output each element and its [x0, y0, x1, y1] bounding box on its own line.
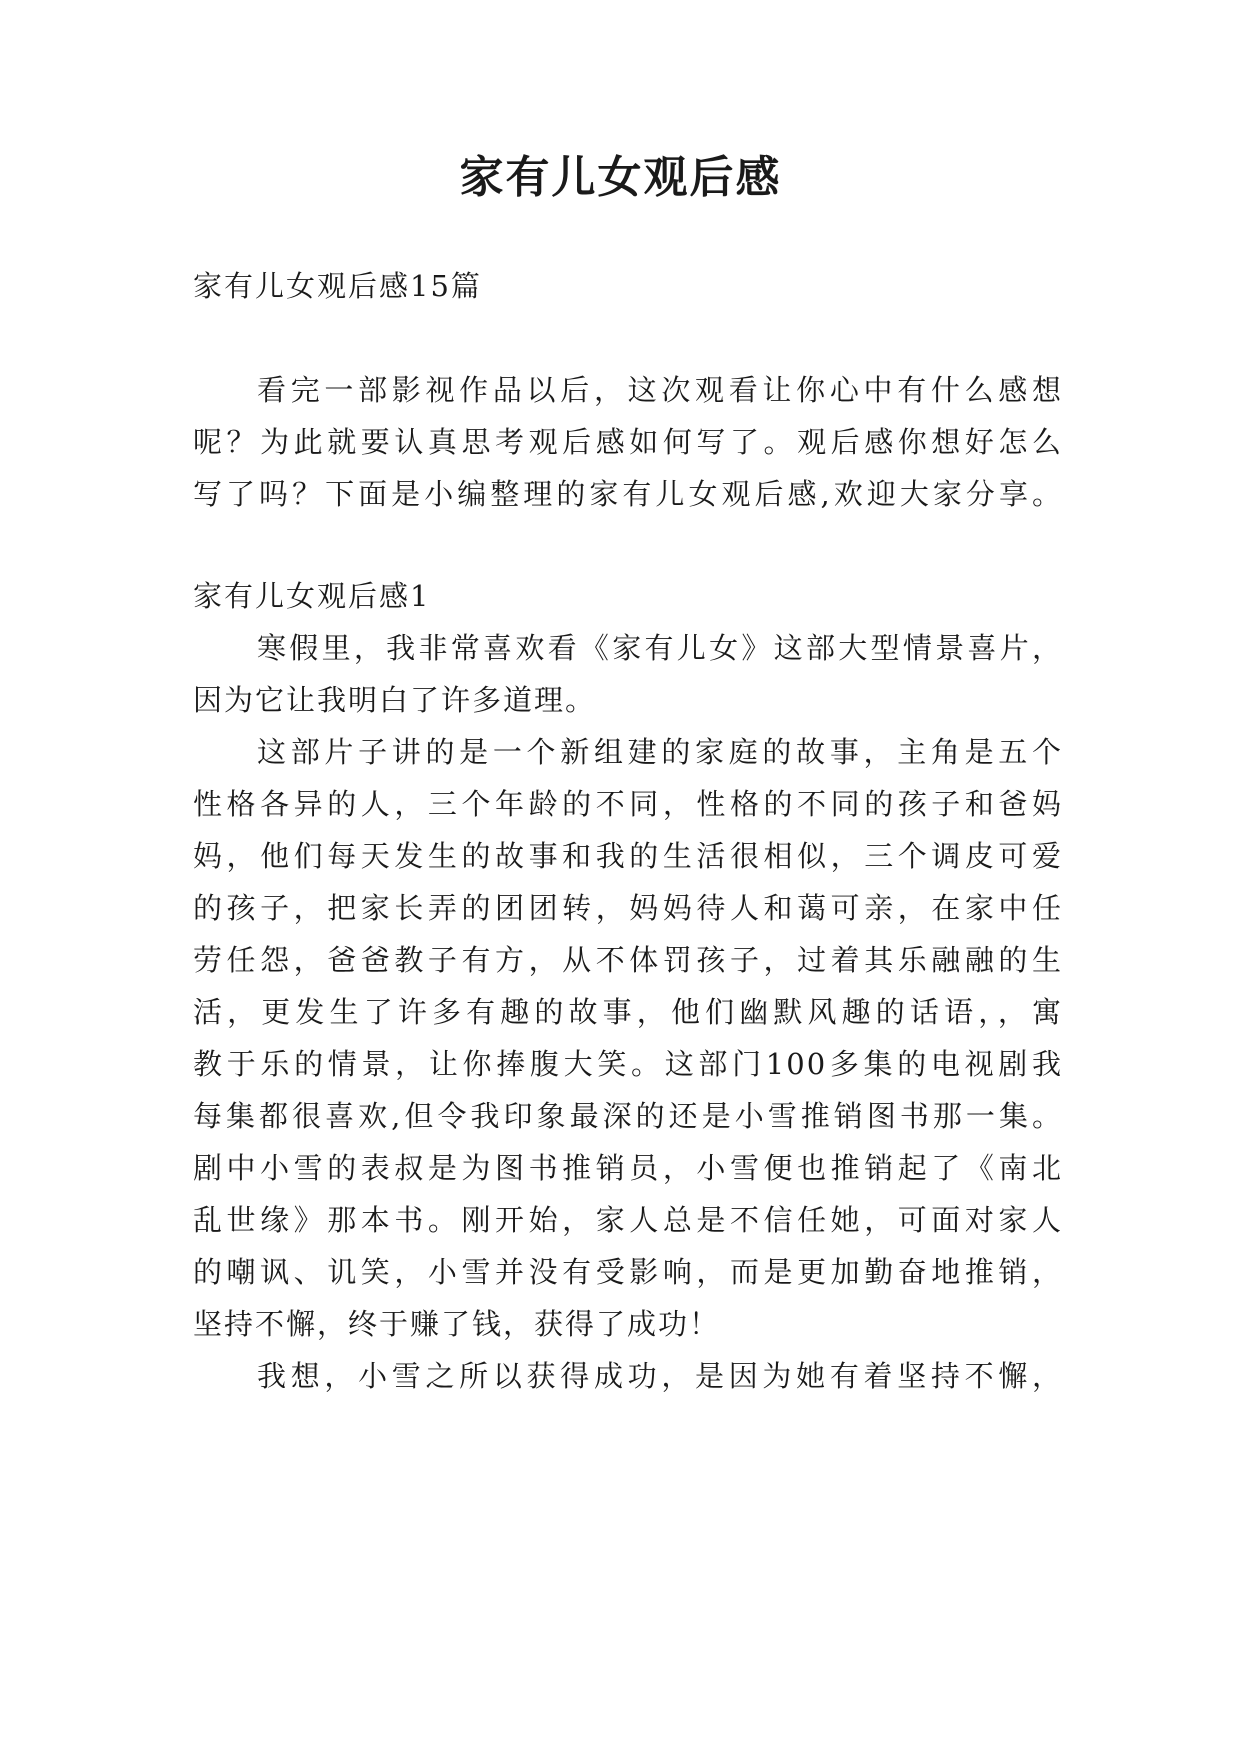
- body-line: 这部片子讲的是一个新组建的家庭的故事，主角是五个: [257, 735, 1063, 769]
- body-line: 教于乐的情景，让你捧腹大笑。这部门100多集的电视剧我: [193, 1047, 1063, 1081]
- body-line: 剧中小雪的表叔是为图书推销员，小雪便也推销起了《南北: [193, 1151, 1063, 1185]
- body-line: 寒假里，我非常喜欢看《家有儿女》这部大型情景喜片，: [257, 631, 1063, 665]
- body-line: 我想，小雪之所以获得成功，是因为她有着坚持不懈，: [257, 1359, 1063, 1393]
- intro-line: 写了吗？下面是小编整理的家有儿女观后感,欢迎大家分享。: [193, 477, 1063, 511]
- body-line: 乱世缘》那本书。刚开始，家人总是不信任她，可面对家人: [193, 1203, 1063, 1237]
- body-line: 坚持不懈，终于赚了钱，获得了成功！: [193, 1307, 721, 1341]
- intro-line: 呢？为此就要认真思考观后感如何写了。观后感你想好怎么: [193, 425, 1063, 459]
- body-line: 劳任怨，爸爸教子有方，从不体罚孩子，过着其乐融融的生: [193, 943, 1063, 977]
- document-subtitle: 家有儿女观后感15篇: [193, 269, 482, 303]
- body-line: 因为它让我明白了许多道理。: [193, 683, 597, 717]
- body-line: 妈，他们每天发生的故事和我的生活很相似，三个调皮可爱: [193, 839, 1063, 873]
- body-line: 性格各异的人，三个年龄的不同，性格的不同的孩子和爸妈: [193, 787, 1063, 821]
- section-heading: 家有儿女观后感1: [193, 579, 431, 613]
- document-title: 家有儿女观后感: [459, 152, 782, 203]
- body-line: 的嘲讽、讥笑，小雪并没有受影响，而是更加勤奋地推销，: [193, 1255, 1063, 1289]
- body-line: 的孩子，把家长弄的团团转，妈妈待人和蔼可亲，在家中任: [193, 891, 1063, 925]
- intro-line: 看完一部影视作品以后，这次观看让你心中有什么感想: [257, 373, 1063, 407]
- body-line: 活，更发生了许多有趣的故事，他们幽默风趣的话语，，寓: [193, 995, 1063, 1029]
- body-line: 每集都很喜欢,但令我印象最深的还是小雪推销图书那一集。: [193, 1099, 1063, 1133]
